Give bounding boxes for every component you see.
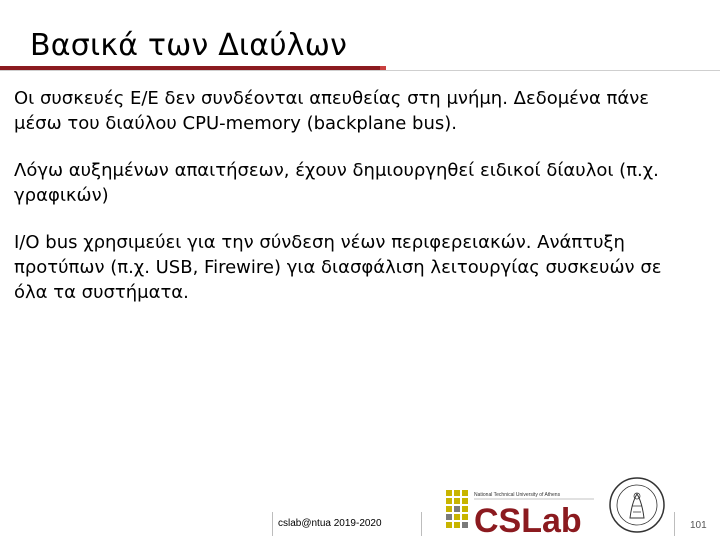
page-number: 101: [690, 520, 707, 531]
logo-wordmark: CSLab: [474, 502, 582, 536]
page-number-divider: [674, 512, 675, 536]
logo-subtitle: National Technical University of Athens: [474, 492, 561, 498]
paragraph-1: Οι συσκευές Ε/Ε δεν συνδέονται απευθείας στη μνήμη. Δεδομένα πάνε μέσω του διαύλου CPU-memory (backplane bus).: [14, 88, 650, 134]
paragraph-3: I/O bus χρησιμεύει για την σύνδεση νέων περιφερειακών. Ανάπτυξη προτύπων (π.χ. USB, Firewire) για διασφάλιση λειτουργίας συσκευών σε όλα τα συστήματα.: [14, 232, 662, 303]
title-divider: [0, 70, 720, 71]
slide-body: [14, 86, 694, 327]
logo-dot-grid: [446, 490, 468, 528]
footer-text: cslab@ntua 2019-2020: [278, 518, 382, 529]
university-seal-icon: [608, 476, 666, 534]
paragraph-2: Λόγω αυξημένων απαιτήσεων, έχουν δημιουργηθεί ειδικοί δίαυλοι (π.χ. γραφικών): [14, 160, 659, 206]
slide-title: Βασικά των Διαύλων: [30, 28, 348, 63]
cslab-logo: [444, 486, 596, 536]
